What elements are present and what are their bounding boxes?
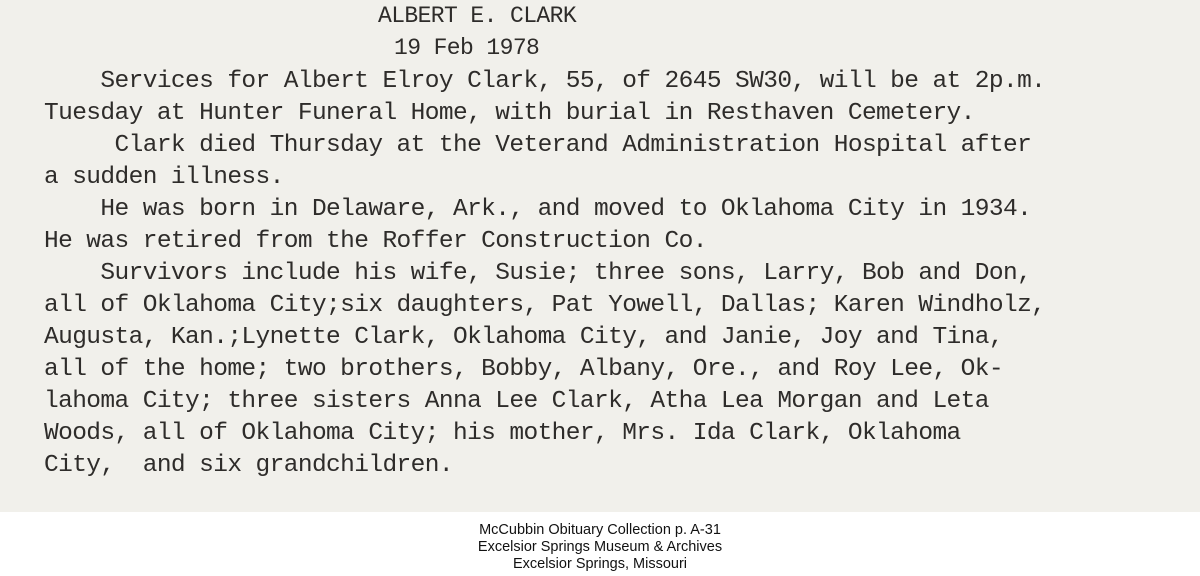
collection-caption: McCubbin Obituary Collection p. A-31 — [479, 522, 721, 538]
obituary-line: all of the home; two brothers, Bobby, Albany, Ore., and Roy Lee, Ok- — [44, 356, 1003, 383]
obituary-line: He was born in Delaware, Ark., and moved to Oklahoma City in 1934. — [44, 196, 1032, 223]
obituary-date-heading: 19 Feb 1978 — [394, 35, 540, 61]
obituary-line: lahoma City; three sisters Anna Lee Clark, Atha Lea Morgan and Leta — [44, 388, 989, 415]
obituary-line: Tuesday at Hunter Funeral Home, with burial in Resthaven Cemetery. — [44, 100, 975, 127]
obituary-line: Augusta, Kan.;Lynette Clark, Oklahoma City, and Janie, Joy and Tina, — [44, 324, 1003, 351]
location-caption: Excelsior Springs, Missouri — [512, 556, 688, 572]
archive-caption — [0, 522, 1200, 573]
obituary-line: Clark died Thursday at the Veterand Administration Hospital after — [44, 132, 1032, 159]
institution-caption: Excelsior Springs Museum & Archives — [477, 539, 723, 555]
obituary-line: a sudden illness. — [44, 164, 284, 191]
obituary-line: He was retired from the Roffer Construction Co. — [44, 228, 707, 255]
obituary-line: all of Oklahoma City;six daughters, Pat Yowell, Dallas; Karen Windholz, — [44, 292, 1046, 319]
obituary-line: Woods, all of Oklahoma City; his mother, Mrs. Ida Clark, Oklahoma — [44, 420, 961, 447]
obituary-line: City, and six grandchildren. — [44, 452, 453, 479]
obituary-line: Services for Albert Elroy Clark, 55, of 2645 SW30, will be at 2p.m. — [44, 68, 1046, 95]
obituary-name-heading: ALBERT E. CLARK — [378, 3, 577, 29]
obituary-line: Survivors include his wife, Susie; three sons, Larry, Bob and Don, — [44, 260, 1032, 287]
